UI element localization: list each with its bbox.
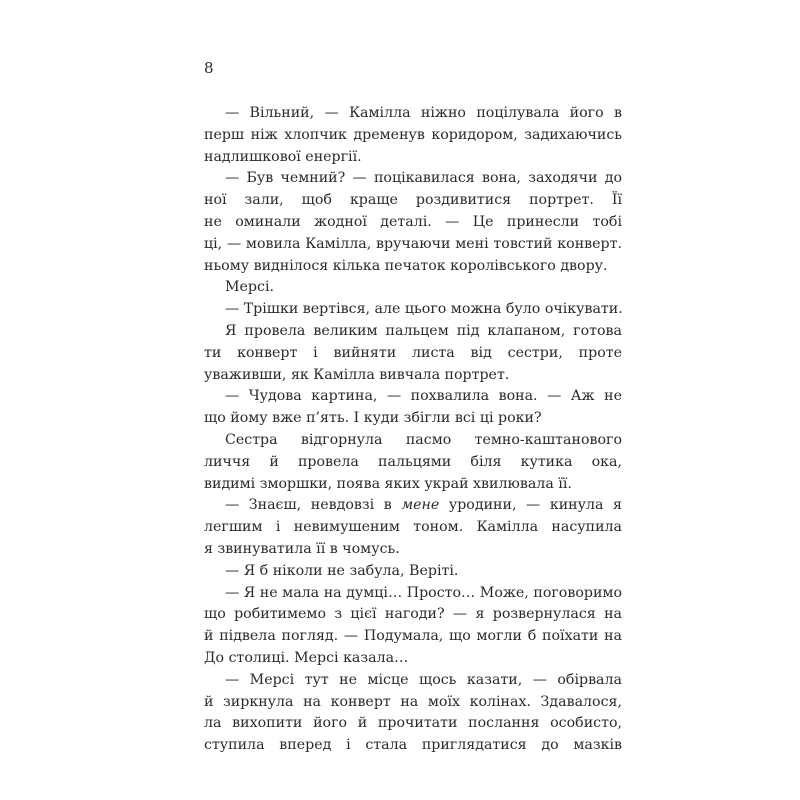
text-line: не оминали жодної деталі. — Це принесли тобі xyxy=(204,213,622,230)
text-line: — Вільний, — Камілла ніжно поцілувала його в xyxy=(225,105,622,121)
text-line: — Мерсі тут не місце щось казати, — обірвала xyxy=(225,671,622,688)
text-line: ступила вперед і стала приглядатися до мазків xyxy=(204,737,622,754)
text-segment: уродини, — кинула я xyxy=(448,497,622,514)
text-line: легшим і невимушеним тоном. Камілла насупила xyxy=(204,519,622,536)
text-line: й зиркнула на конверт на моїх колінах. Здавалося, xyxy=(204,693,622,710)
text-line: надлишкової енергії. xyxy=(204,148,362,165)
text-segment: — Знаєш, невдовзі в xyxy=(225,497,402,514)
page-number: 8 xyxy=(204,59,214,77)
text-line: перш ніж хлопчик дременув коридором, задихаючись xyxy=(204,126,622,143)
text-line: й підвела погляд. — Подумала, що могли б поїхати на xyxy=(204,628,622,645)
text-line: Мерсі. xyxy=(225,279,274,296)
text-line: ці, — мовила Камілла, вручаючи мені товстий конверт. xyxy=(204,235,622,252)
text-line: — Був чемний? — поцікавилася вона, заходячи до xyxy=(225,170,622,187)
text-line: ти конверт і вийняти листа від сестри, проте xyxy=(204,344,622,361)
italic-emphasis: мене xyxy=(401,497,440,514)
text-line: личчя й провела пальцями біля кутика ока, xyxy=(204,453,622,470)
text-line: уваживши, як Камілла вивчала портрет. xyxy=(204,366,510,383)
text-line: — Я б ніколи не забула, Веріті. xyxy=(225,562,459,579)
text-line: ньому виднілося кілька печаток королівського двору. xyxy=(204,257,608,274)
text-line: я звинуватила її в чомусь. xyxy=(204,540,400,557)
text-line: видимі зморшки, поява яких украй хвилювала її. xyxy=(204,475,572,492)
text-line: — Я не мала на думці… Просто… Може, поговоримо xyxy=(225,584,622,601)
text-line: що йому вже п’ять. І куди збігли всі ці роки? xyxy=(204,410,542,427)
text-line: До столиці. Мерсі казала… xyxy=(204,649,409,666)
text-line xyxy=(204,495,622,517)
text-line: — Трішки вертівся, але цього можна було очікувати. xyxy=(225,301,623,318)
text-line: Я провела великим пальцем під клапаном, готова xyxy=(225,322,622,339)
text-line: Сестра відгорнула пасмо темно-каштанового xyxy=(225,431,622,448)
text-line: ної зали, щоб краще роздивитися портрет. Її xyxy=(204,192,622,209)
page-text xyxy=(204,103,622,757)
text-line: ла вихопити його й прочитати послання особисто, xyxy=(204,715,622,732)
text-line: що робитимемо з цієї нагоди? — я розвернулася на xyxy=(204,606,622,623)
text-line: — Чудова картина, — похвалила вона. — Аж не xyxy=(225,388,622,405)
